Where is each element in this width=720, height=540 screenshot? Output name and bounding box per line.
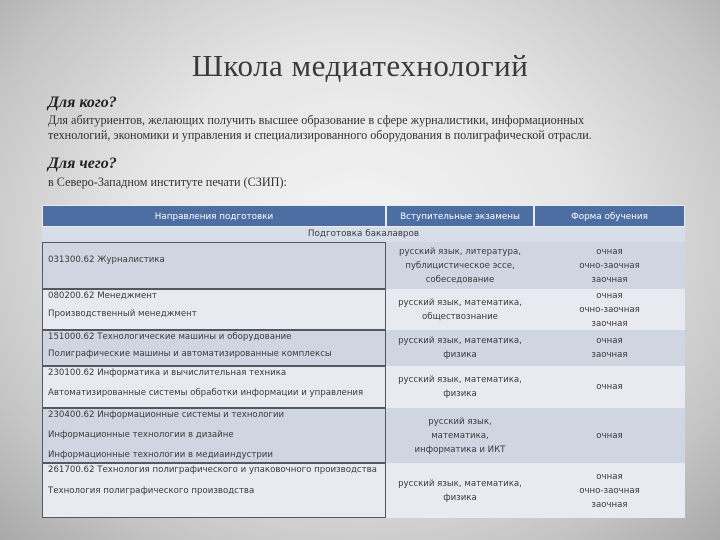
exam-line: обществознание xyxy=(422,311,498,322)
form-cell xyxy=(534,242,685,289)
programs-table xyxy=(42,205,685,518)
direction-line: Информационные технологии в дизайне xyxy=(48,430,234,440)
form-line: очно-заочная xyxy=(579,304,640,315)
exam-line: русский язык, математика, xyxy=(398,375,522,385)
exams-cell xyxy=(386,289,534,330)
section-text-for-whom xyxy=(48,113,688,143)
form-cell xyxy=(534,408,685,463)
directions-cell xyxy=(42,242,386,289)
directions-cell xyxy=(42,463,386,518)
directions-cell xyxy=(42,330,386,366)
subheader-bachelor: Подготовка бакалавров xyxy=(42,227,685,242)
form-cell xyxy=(534,463,685,518)
direction-line: 151000.62 Технологические машины и оборудование xyxy=(48,332,292,342)
form-line: очная xyxy=(596,246,623,257)
exam-line: собеседование xyxy=(425,274,495,285)
direction-line: 230400.62 Информационные системы и технологии xyxy=(48,410,285,420)
section-heading-for-whom: Для кого? xyxy=(48,94,117,111)
header-directions: Направления подготовки xyxy=(42,205,386,227)
form-line: очная xyxy=(596,382,623,392)
section-text-line-2: технологий, экономики и управления и специализированного оборудования в полиграфической отрасли. xyxy=(48,128,592,142)
form-line: очная xyxy=(596,290,623,301)
form-cell xyxy=(534,330,685,366)
form-line: очная xyxy=(596,471,623,482)
exam-line: русский язык, математика, xyxy=(398,297,522,308)
exams-cell xyxy=(386,242,534,289)
directions-cell xyxy=(42,366,386,408)
form-line: очная xyxy=(596,430,623,441)
exam-line: публицистическое эссе, xyxy=(405,260,515,271)
section-heading-for-what: Для чего? xyxy=(48,155,117,172)
direction-line: 031300.62 Журналистика xyxy=(48,255,165,265)
direction-line: Информационные технологии в медиаиндустрии xyxy=(48,450,273,460)
form-line: заочная xyxy=(591,274,628,285)
form-line: заочная xyxy=(591,318,628,329)
exams-cell xyxy=(386,463,534,518)
directions-cell xyxy=(42,408,386,463)
exam-line: информатика и ИКТ xyxy=(414,444,506,455)
form-line: заочная xyxy=(591,499,628,510)
form-cell xyxy=(534,289,685,330)
direction-line: Полиграфические машины и автоматизированные комплексы xyxy=(48,349,332,359)
section-text-line-1: Для абитуриентов, желающих получить высшее образование в сфере журналистики, информационных xyxy=(48,113,585,127)
directions-cell xyxy=(42,289,386,330)
exams-cell xyxy=(386,330,534,366)
exam-line: русский язык, литература, xyxy=(399,246,521,257)
exam-line: физика xyxy=(443,389,477,399)
section-text-for-what: в Северо-Западном институте печати (СЗИП): xyxy=(48,175,287,189)
page-title: Школа медиатехнологий xyxy=(191,48,529,83)
form-cell xyxy=(534,366,685,408)
form-line: очная xyxy=(596,336,623,346)
exam-line: физика xyxy=(443,492,477,503)
direction-line: Производственный менеджмент xyxy=(48,309,197,319)
exams-cell xyxy=(386,408,534,463)
direction-line: Автоматизированные системы обработки информации и управления xyxy=(48,388,364,398)
form-line: заочная xyxy=(591,350,628,360)
direction-line: 080200.62 Менеджмент xyxy=(48,291,157,301)
exam-line: русский язык, математика, xyxy=(398,478,522,489)
exam-line: математика, xyxy=(431,430,489,441)
form-line: очно-заочная xyxy=(579,485,640,496)
direction-line: 261700.62 Технология полиграфического и упаковочного производства xyxy=(48,465,377,475)
direction-line: Технология полиграфического производства xyxy=(48,486,255,496)
exam-line: русский язык, xyxy=(428,416,492,427)
exam-line: русский язык, математика, xyxy=(398,336,522,346)
exams-cell xyxy=(386,366,534,408)
exam-line: физика xyxy=(443,350,477,360)
header-exams: Вступительные экзамены xyxy=(386,205,534,227)
form-line: очно-заочная xyxy=(579,260,640,271)
header-form: Форма обучения xyxy=(534,205,685,227)
direction-line: 230100.62 Информатика и вычислительная техника xyxy=(48,368,287,378)
